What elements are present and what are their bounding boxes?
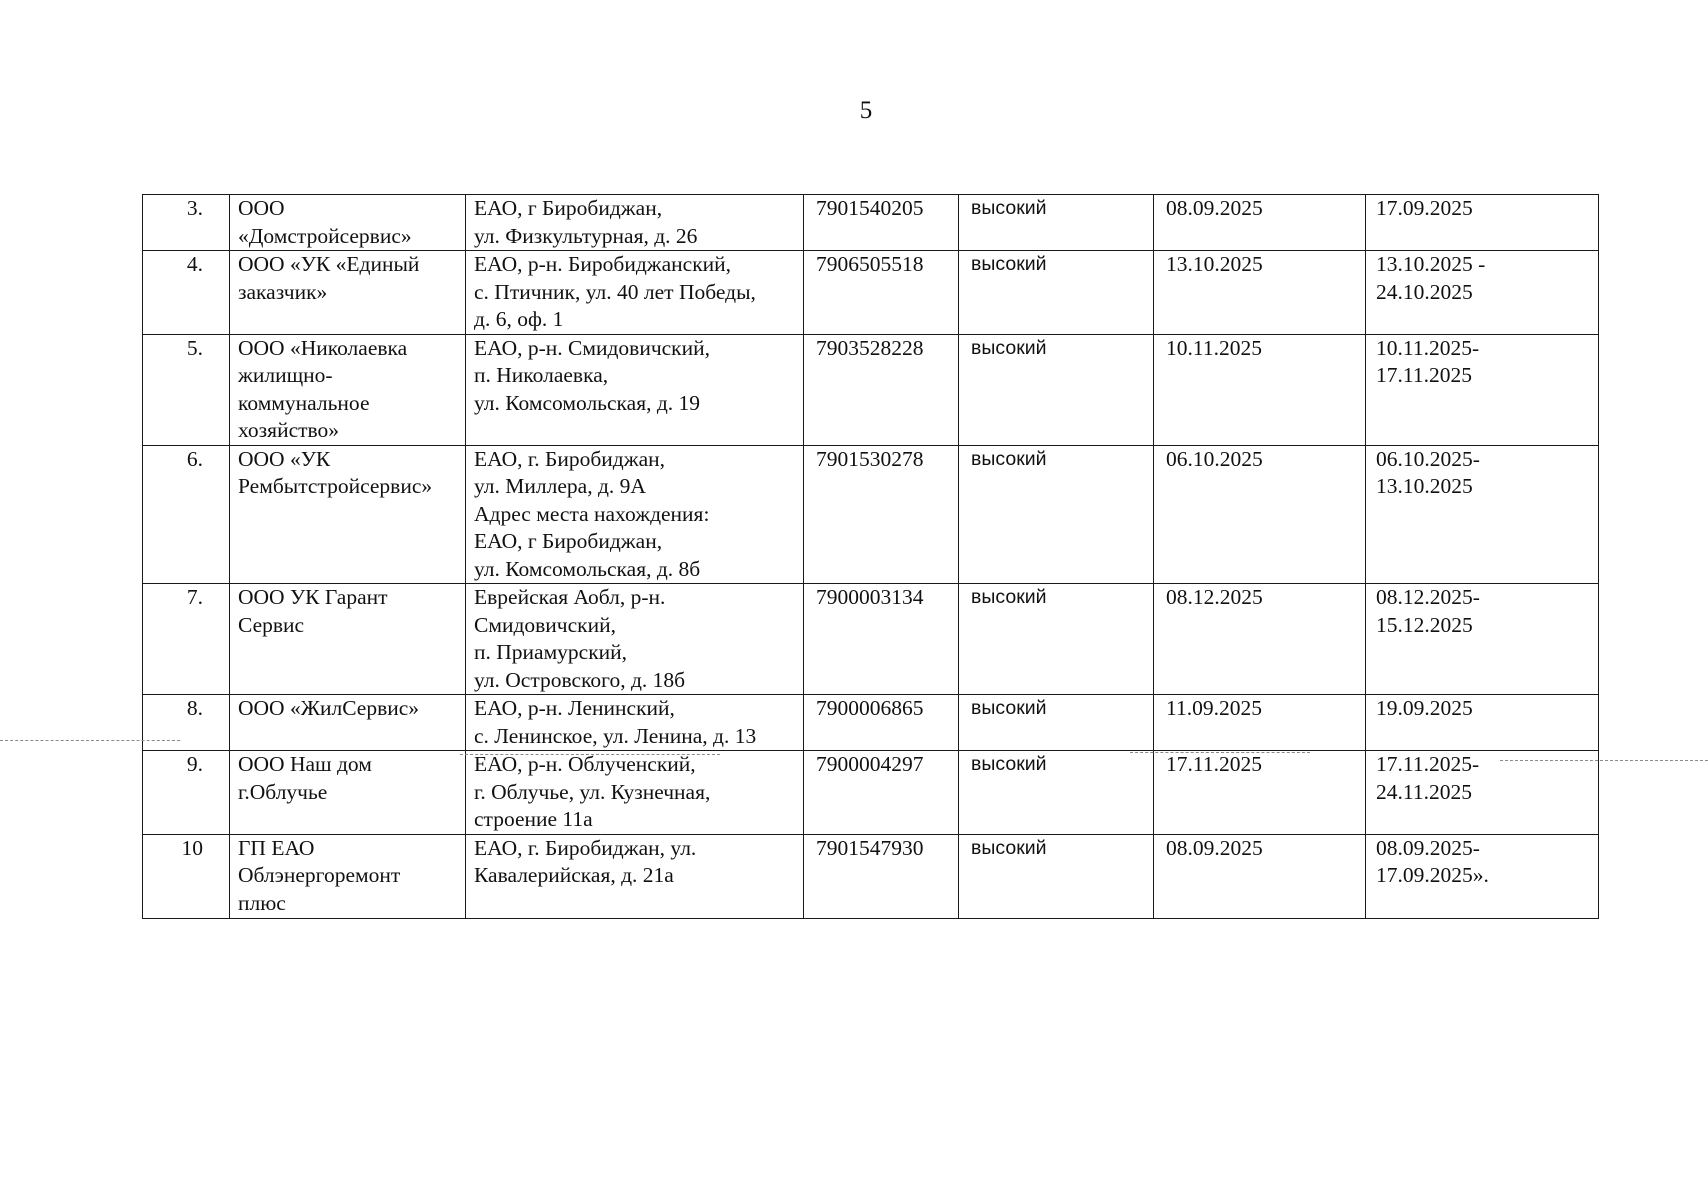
inspection-period-cell — [1366, 195, 1599, 251]
address-cell — [466, 584, 804, 695]
table-row — [143, 445, 1599, 584]
organization-name-cell-line: Облэнергоремонт — [238, 863, 401, 887]
inn-cell-text: 7900004297 — [816, 752, 924, 776]
inspection-date-cell — [1154, 445, 1366, 584]
risk-level-cell — [959, 695, 1154, 751]
inspection-period-cell — [1366, 334, 1599, 445]
inspection-date-cell-text: 08.12.2025 — [1166, 585, 1263, 609]
organization-name-cell-line: ГП ЕАО — [238, 835, 315, 860]
inspection-date-cell-text: 11.09.2025 — [1166, 696, 1262, 720]
organization-name-cell-line: ООО — [238, 196, 285, 220]
page-number: 5 — [859, 97, 873, 124]
inspection-date-cell — [1154, 695, 1366, 751]
address-cell — [466, 195, 804, 251]
risk-level-cell — [959, 251, 1154, 335]
address-cell-line: ЕАО, р-н. Ленинский, — [474, 696, 675, 720]
inspection-period-cell-line: 24.11.2025 — [1376, 779, 1472, 804]
inn-cell-text: 7901540205 — [816, 196, 924, 220]
row-number-cell-text: 3. — [186, 196, 203, 220]
address-cell — [466, 751, 804, 835]
address-cell-line: ул. Комсомольская, д. 8б — [474, 556, 701, 581]
organization-name-cell-line: ООО «Николаевка — [238, 335, 408, 360]
organization-name-cell — [230, 195, 466, 251]
inn-cell-text: 7906505518 — [816, 252, 924, 276]
risk-level-cell-text: высокий — [971, 447, 1047, 470]
inspection-period-cell-line: 15.12.2025 — [1376, 612, 1473, 637]
address-cell-line: ул. Физкультурная, д. 26 — [474, 223, 698, 248]
scan-fold-line — [0, 740, 180, 741]
inspection-period-cell-line: 08.09.2025- — [1376, 835, 1480, 860]
inn-cell — [804, 695, 959, 751]
address-cell-line: ЕАО, р-н. Биробиджанский, — [474, 252, 732, 276]
address-cell-line: г. Облучье, ул. Кузнечная, — [474, 779, 711, 804]
risk-level-cell — [959, 584, 1154, 695]
risk-level-cell-text: высокий — [971, 336, 1047, 359]
inn-cell — [804, 334, 959, 445]
risk-level-cell-text: высокий — [971, 586, 1047, 608]
table-row — [143, 695, 1599, 751]
address-cell-line: ЕАО, г. Биробиджан, — [474, 446, 666, 471]
inn-cell — [804, 195, 959, 251]
inn-cell — [804, 251, 959, 335]
row-number-cell — [143, 334, 230, 445]
inn-cell — [804, 751, 959, 835]
row-number-cell — [143, 251, 230, 335]
address-cell-line: Кавалерийская, д. 21а — [474, 863, 674, 887]
row-number-cell — [143, 834, 230, 918]
inspection-period-cell-line: 17.11.2025- — [1376, 752, 1480, 776]
risk-level-cell — [959, 195, 1154, 251]
inspection-period-cell-line: 24.10.2025 — [1376, 279, 1473, 304]
inn-cell-text: 7901547930 — [816, 835, 924, 860]
inspection-date-cell — [1154, 334, 1366, 445]
address-cell-line: ул. Островского, д. 18б — [474, 667, 686, 692]
organization-name-cell-line: г.Облучье — [238, 779, 328, 804]
organization-name-cell-line: жилищно- — [238, 363, 333, 387]
address-cell-line: п. Приамурский, — [474, 640, 628, 664]
inspection-period-cell — [1366, 584, 1599, 695]
row-number-cell — [143, 751, 230, 835]
address-cell-line: с. Ленинское, ул. Ленина, д. 13 — [474, 723, 757, 748]
inn-cell-text: 7900003134 — [816, 585, 924, 609]
table-row — [143, 834, 1599, 918]
risk-level-cell-text: высокий — [971, 253, 1047, 275]
address-cell-line: п. Николаевка, — [474, 363, 609, 387]
row-number-cell-text: 5. — [186, 335, 203, 360]
organization-name-cell-line: ООО УК Гарант — [238, 585, 388, 609]
address-cell-line: Еврейская Аобл, р-н. — [474, 585, 666, 609]
inspection-period-cell — [1366, 695, 1599, 751]
inspection-period-cell — [1366, 445, 1599, 584]
inspection-period-cell — [1366, 251, 1599, 335]
organization-name-cell — [230, 695, 466, 751]
inspection-date-cell-text: 10.11.2025 — [1166, 335, 1262, 360]
risk-level-cell-text: высокий — [971, 753, 1047, 775]
organization-name-cell-line: коммунальное — [238, 390, 370, 415]
table-row — [143, 584, 1599, 695]
row-number-cell-text: 8. — [186, 696, 203, 720]
row-number-cell-text: 7. — [186, 585, 203, 609]
address-cell-line: ЕАО, г. Биробиджан, ул. — [474, 835, 697, 860]
inspection-date-cell — [1154, 751, 1366, 835]
address-cell-line: ЕАО, г Биробиджан, — [474, 529, 663, 553]
organization-name-cell-line: Сервис — [238, 612, 305, 637]
organization-name-cell-line: хозяйство» — [238, 418, 340, 442]
organization-name-cell-line: заказчик» — [238, 279, 328, 304]
inspection-date-cell — [1154, 584, 1366, 695]
inn-cell-text: 7903528228 — [816, 335, 924, 360]
inspection-date-cell-text: 17.11.2025 — [1166, 752, 1262, 776]
organization-name-cell-line: ООО «УК — [238, 446, 331, 471]
organization-name-cell — [230, 751, 466, 835]
table-body — [143, 195, 1599, 919]
risk-level-cell — [959, 834, 1154, 918]
organization-name-cell-line: плюс — [238, 890, 286, 915]
organization-name-cell — [230, 834, 466, 918]
row-number-cell-text: 10 — [181, 835, 203, 860]
scan-fold-line — [1500, 760, 1708, 761]
risk-level-cell — [959, 445, 1154, 584]
inspection-date-cell — [1154, 834, 1366, 918]
risk-level-cell — [959, 334, 1154, 445]
organization-name-cell-line: ООО «УК «Единый — [238, 252, 420, 276]
inspection-period-cell-line: 19.09.2025 — [1376, 696, 1473, 720]
inspection-period-cell-line: 06.10.2025- — [1376, 446, 1480, 471]
inspection-date-cell-text: 13.10.2025 — [1166, 252, 1263, 276]
risk-level-cell — [959, 751, 1154, 835]
table-row — [143, 751, 1599, 835]
address-cell-line: ул. Комсомольская, д. 19 — [474, 390, 701, 415]
address-cell-line: с. Птичник, ул. 40 лет Победы, — [474, 279, 756, 304]
address-cell-line: ЕАО, р-н. Смидовичский, — [474, 335, 711, 360]
organization-name-cell-line: «Домстройсервис» — [238, 223, 412, 248]
organization-name-cell-line: ООО «ЖилСервис» — [238, 696, 420, 720]
row-number-cell — [143, 445, 230, 584]
address-cell-line: ЕАО, г Биробиджан, — [474, 196, 663, 220]
risk-level-cell-text: высокий — [971, 197, 1047, 219]
inspection-period-cell — [1366, 834, 1599, 918]
organization-name-cell-line: ООО Наш дом — [238, 752, 372, 776]
row-number-cell-text: 4. — [186, 252, 203, 276]
inspection-date-cell-text: 08.09.2025 — [1166, 835, 1263, 860]
address-cell-line: Смидовичский, — [474, 612, 616, 637]
table-row — [143, 251, 1599, 335]
inspection-period-cell — [1366, 751, 1599, 835]
risk-level-cell-text: высокий — [971, 836, 1047, 859]
address-cell-line: ул. Миллера, д. 9А — [474, 474, 646, 498]
address-cell-line: Адрес места нахождения: — [474, 501, 710, 526]
organization-name-cell — [230, 251, 466, 335]
address-cell — [466, 834, 804, 918]
inspection-period-cell-line: 17.09.2025». — [1376, 863, 1489, 887]
inspection-period-cell-line: 17.09.2025 — [1376, 196, 1473, 220]
row-number-cell — [143, 584, 230, 695]
address-cell — [466, 695, 804, 751]
inspection-period-cell-line: 13.10.2025 — [1376, 474, 1473, 498]
address-cell — [466, 334, 804, 445]
row-number-cell-text: 9. — [186, 752, 203, 776]
organization-name-cell — [230, 334, 466, 445]
address-cell — [466, 251, 804, 335]
inn-cell — [804, 584, 959, 695]
inn-cell-text: 7900006865 — [816, 696, 924, 720]
inspection-period-cell-line: 17.11.2025 — [1376, 363, 1472, 387]
registry-table — [142, 194, 1599, 919]
organization-name-cell — [230, 445, 466, 584]
inn-cell — [804, 834, 959, 918]
inspection-date-cell — [1154, 251, 1366, 335]
address-cell-line: д. 6, оф. 1 — [474, 307, 564, 331]
scan-fold-line — [460, 754, 720, 755]
row-number-cell — [143, 195, 230, 251]
organization-name-cell-line: Рембытстройсервис» — [238, 474, 433, 498]
row-number-cell — [143, 695, 230, 751]
address-cell-line: строение 11а — [474, 807, 593, 831]
row-number-cell-text: 6. — [186, 446, 203, 471]
inspection-period-cell-line: 13.10.2025 - — [1376, 252, 1486, 276]
table-row — [143, 334, 1599, 445]
inspection-period-cell-line: 10.11.2025- — [1376, 335, 1480, 360]
organization-name-cell — [230, 584, 466, 695]
table-row — [143, 195, 1599, 251]
inspection-date-cell-text: 08.09.2025 — [1166, 196, 1263, 220]
inn-cell — [804, 445, 959, 584]
inspection-date-cell-text: 06.10.2025 — [1166, 446, 1263, 471]
risk-level-cell-text: высокий — [971, 697, 1047, 719]
address-cell-line: ЕАО, р-н. Облученский, — [474, 752, 696, 776]
inn-cell-text: 7901530278 — [816, 446, 924, 471]
inspection-date-cell — [1154, 195, 1366, 251]
address-cell — [466, 445, 804, 584]
scan-fold-line — [1130, 752, 1310, 753]
inspection-period-cell-line: 08.12.2025- — [1376, 585, 1480, 609]
